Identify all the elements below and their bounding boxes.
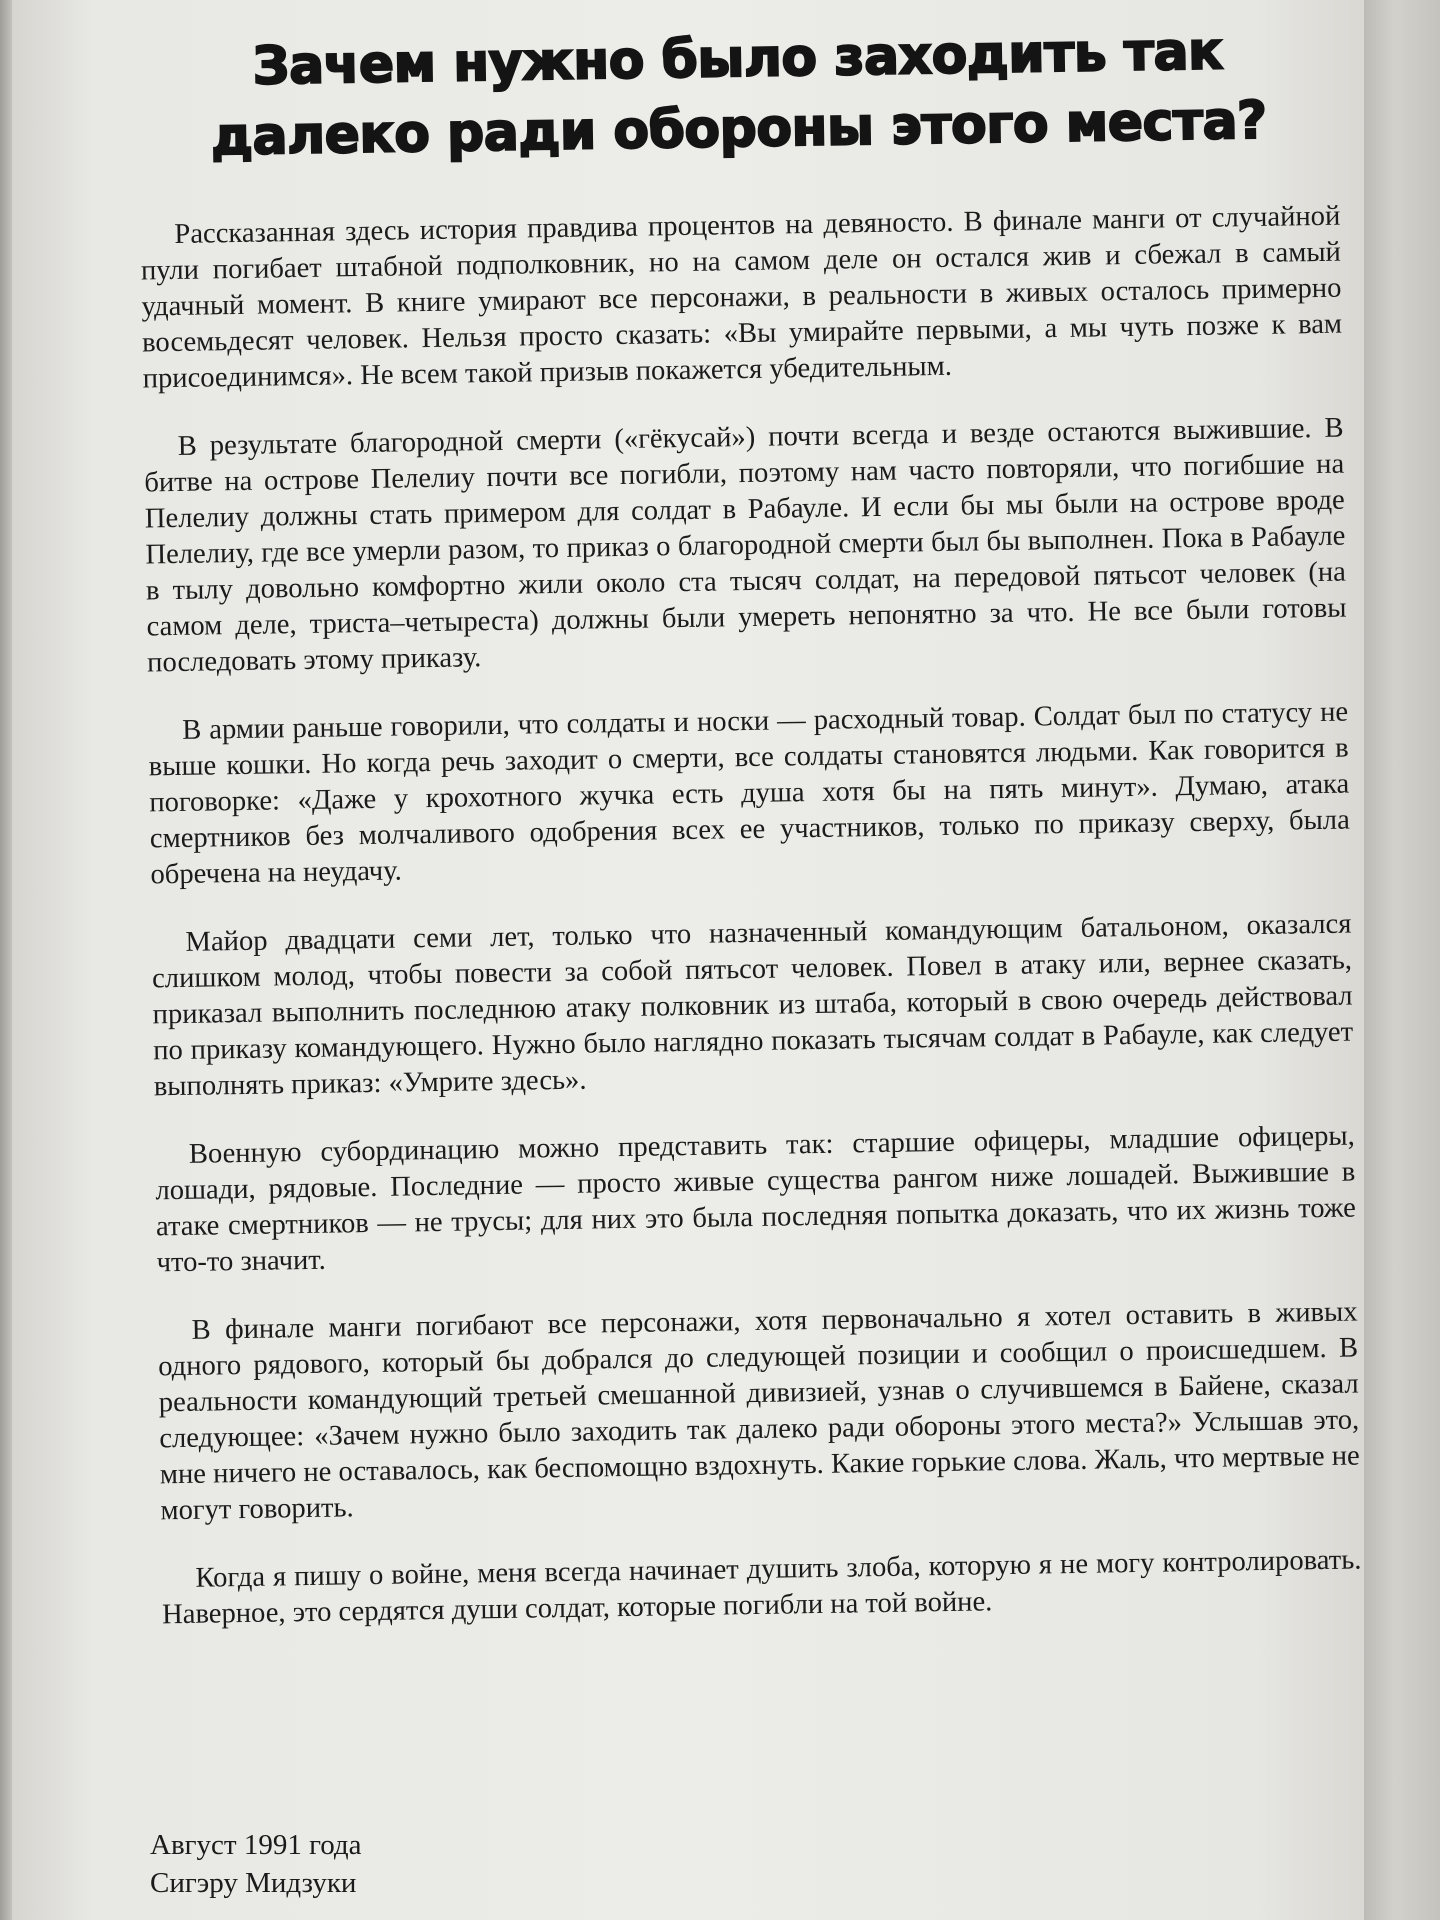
page-edge-background xyxy=(1364,0,1440,1920)
paragraph-2: В результате благородной смерти («гёкусай») почти всегда и везде остаются выжившие. В битве на острове Пелелиу почти все погибли, поэтому нам часто повторяли, что погибшие на Пелелиу должны стать примером для солдат в Рабауле. И если бы мы были на острове вроде Пелелиу, где все умерли разом, то приказ о благородной смерти был бы выполнен. Пока в Рабауле в тылу довольно комфортно жили около ста тысяч солдат, на передовой пятьсот человек (на самом деле, триста–четыреста) должны были умереть непонятно за что. Не все были готовы последовать этому приказу. xyxy=(144,412,1347,679)
signature-author: Сигэру Мидзуки xyxy=(150,1867,357,1899)
signature-block xyxy=(150,1826,362,1902)
book-page xyxy=(12,0,1364,1920)
signature-date: Август 1991 года xyxy=(150,1829,362,1861)
paragraph-1: Рассказанная здесь история правдива процентов на девяносто. В финале манги от случайной пули погибает штабной подполковник, но на самом деле он остался жив и сбежал в самый удачный момент. В книге умирают все персонажи, в реальности в живых осталось примерно восемьдесят человек. Нельзя просто сказать: «Вы умирайте первыми, а мы чуть позже к вам присоединимся». Не всем такой призыв покажется убедительным. xyxy=(140,200,1343,395)
page-title: Зачем нужно было заходить так далеко ради обороны этого места? xyxy=(210,21,1268,168)
paragraph-4: Майор двадцати семи лет, только что назначенный командующим батальоном, оказался слишком молод, чтобы повести за собой пятьсот человек. Повел в атаку или, вернее сказать, приказал выполнить последнюю атаку полковник из штаба, который в свою очередь действовал по приказу командующего. Нужно было наглядно показать тысячам солдат в Рабауле, как следует выполнять приказ: «Умрите здесь». xyxy=(151,908,1354,1103)
book-spine-shadow xyxy=(0,0,12,1920)
paragraph-3: В армии раньше говорили, что солдаты и носки — расходный товар. Солдат был по статусу не выше кошки. Но когда речь заходит о смерти, все солдаты становятся людьми. Как говорится в поговорке: «Даже у крохотного жучка есть душа хотя бы на пять минут». Думаю, атака смертников без молчаливого одобрения всех ее участников, только по приказу сверху, была обречена на неудачу. xyxy=(148,696,1351,891)
page-content xyxy=(137,15,1362,1666)
paragraph-6: В финале манги погибают все персонажи, хотя первоначально я хотел оставить в живых одного рядового, который бы добрался до следующей позиции и сообщил о происшедшем. В реальности командующий третьей смешанной дивизией, узнав о случившемся в Байене, сказал следующее: «Зачем нужно было заходить так далеко ради обороны этого места?» Услышав это, мне ничего не оставалось, как беспомощно вздохнуть. Какие горькие слова. Жаль, что мертвые не могут говорить. xyxy=(157,1296,1360,1527)
paragraph-5: Военную субординацию можно представить так: старшие офицеры, младшие офицеры, лошади, рядовые. Последние — просто живые существа рангом ниже лошадей. Выжившие в атаке смертников — не трусы; для них это была последняя попытка доказать, что их жизнь тоже что-то значит. xyxy=(155,1120,1357,1279)
paragraph-7: Когда я пишу о войне, меня всегда начинает душить злоба, которую я не могу контролировать. Наверное, это сердятся души солдат, которые погибли на той войне. xyxy=(161,1544,1362,1631)
